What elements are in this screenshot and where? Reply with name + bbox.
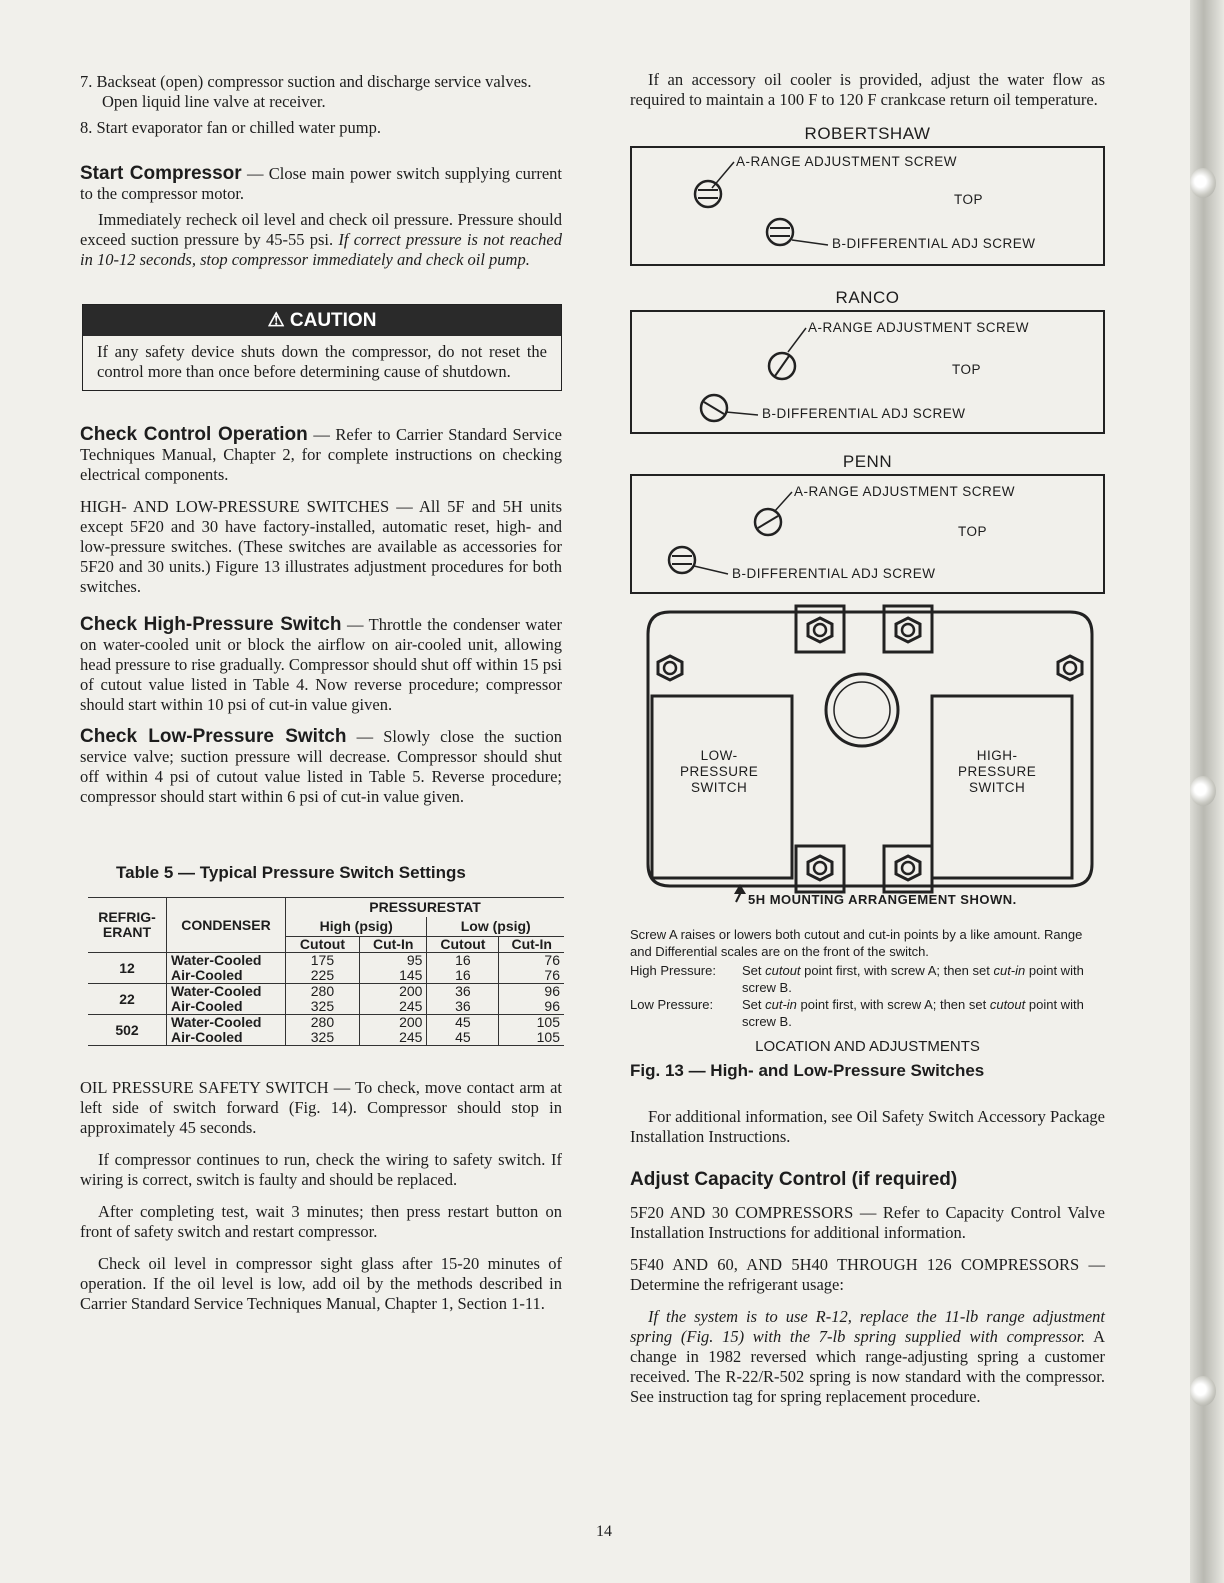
- col-pressurestat: PRESSURESTAT: [286, 898, 565, 918]
- a-screw-label: A-RANGE ADJUSTMENT SCREW: [808, 320, 1030, 335]
- mounting-arrangement: [630, 602, 1105, 912]
- low-pressure-instruction: Set cut-in point first, with screw A; then set cutout point with screw B.: [742, 997, 1084, 1029]
- start-compressor-text: — Close main power switch supplying current to the compressor motor.: [80, 164, 562, 203]
- high-pressure-label: High Pressure:: [630, 963, 716, 978]
- col-low: Low (psig): [427, 917, 564, 937]
- left-column: [80, 72, 562, 1314]
- ranco-drawing: [632, 312, 1102, 432]
- col-high-cutin: Cut-In: [359, 937, 427, 953]
- table-body: [88, 953, 564, 1046]
- table-row: [88, 953, 564, 984]
- cell-condenser: Water-Cooled Air-Cooled: [167, 984, 286, 1015]
- pressure-switch-table: [88, 897, 564, 1046]
- caution-box: [82, 304, 562, 391]
- high-pressure-switch-label: HIGH- PRESSURE SWITCH: [958, 748, 1037, 795]
- step-7: 7. Backseat (open) compressor suction and discharge service valves. Open liquid line valve at receiver.: [80, 72, 532, 111]
- b-screw-label: B-DIFFERENTIAL ADJ SCREW: [762, 406, 966, 421]
- high-pressure-instruction: Set cutout point first, with screw A; then set cut-in point with screw B.: [742, 963, 1084, 995]
- robertshaw-drawing: [632, 148, 1102, 264]
- start-compressor-heading: Start Compressor: [80, 163, 242, 184]
- cell-refrig: 12: [119, 959, 135, 976]
- cell-low-cutout: 36 36: [427, 984, 499, 1015]
- cell-condenser: Water-Cooled Air-Cooled: [167, 1015, 286, 1046]
- check-low-text: — Slowly close the suction service valve; suction pressure will decrease. Compressor should shut off within 4 psi of cutout value listed in Table 5. Reverse procedure; compressor should start within 6 psi of cut-in value given.: [80, 727, 563, 806]
- cell-high-cutout: 280 325: [286, 984, 360, 1015]
- check-high-heading: Check High-Pressure Switch: [80, 614, 342, 635]
- oil-wiring-para: If compressor continues to run, check the wiring to safety switch. If wiring is correct, switch is faulty and should be replaced.: [80, 1150, 562, 1189]
- high-pressure-note: [630, 962, 1105, 996]
- col-low-cutout: Cutout: [427, 937, 499, 953]
- check-low-heading: Check Low-Pressure Switch: [80, 726, 347, 747]
- a-screw-label: A-RANGE ADJUSTMENT SCREW: [736, 154, 958, 169]
- top-label: TOP: [958, 524, 988, 539]
- cell-high-cutin: 200 245: [359, 1015, 427, 1046]
- right-column: [630, 70, 1105, 1407]
- figure-caption: Fig. 13 — High- and Low-Pressure Switches: [630, 1061, 985, 1080]
- penn-title: PENN: [842, 452, 893, 471]
- oil-pressure-para: [80, 210, 562, 270]
- spring-italic: If the system is to use R-12, replace the 11-lb range adjustment spring (Fig. 15) with the 7-lb spring supplied with compressor.: [630, 1307, 1105, 1346]
- spring-text: A change in 1982 reversed which range-adjusting spring a customer received. The R-22/R-502 spring is now standard with the compressor. See instruction tag for spring replacement procedure.: [630, 1327, 1106, 1406]
- step-8: 8. Start evaporator fan or chilled water pump.: [80, 118, 382, 137]
- check-low-para: [80, 727, 562, 807]
- table-title: Table 5 — Typical Pressure Switch Settings: [116, 863, 466, 882]
- ranco-switch: [630, 310, 1105, 434]
- cell-high-cutout: 175 225: [286, 953, 360, 984]
- more-info-para: For additional information, see Oil Safety Switch Accessory Package Installation Instructions.: [630, 1107, 1105, 1146]
- cell-low-cutout: 45 45: [427, 1015, 499, 1046]
- cell-refrig: 502: [115, 1021, 139, 1038]
- ranco-title: RANCO: [835, 288, 900, 307]
- oil-pressure-italic: If correct pressure is not reached in 10-12 seconds, stop compressor immediately and check oil pump.: [80, 230, 563, 269]
- page-number: 14: [596, 1523, 612, 1540]
- penn-drawing: [632, 476, 1102, 592]
- figure-note: Screw A raises or lowers both cutout and cut-in points by a like amount. Range and Differential scales are on the front of the switch.: [630, 927, 1083, 959]
- b-screw-label: B-DIFFERENTIAL ADJ SCREW: [732, 566, 936, 581]
- a-screw-label: A-RANGE ADJUSTMENT SCREW: [794, 484, 1016, 499]
- oil-cooler-para: If an accessory oil cooler is provided, adjust the water flow as required to maintain a 100 F to 120 F crankcase return oil temperature.: [630, 70, 1105, 109]
- mounting-note: 5H MOUNTING ARRANGEMENT SHOWN.: [748, 892, 1017, 907]
- oil-restart-para: After completing test, wait 3 minutes; then press restart button on front of safety switch and restart compressor.: [80, 1202, 562, 1241]
- spring-para: [630, 1307, 1105, 1407]
- binder-hole-icon: [1190, 776, 1216, 806]
- check-control-text: — Refer to Carrier Standard Service Techniques Manual, Chapter 2, for complete instructions on checking electrical components.: [80, 425, 563, 484]
- top-label: TOP: [954, 192, 984, 207]
- low-pressure-label: Low Pressure:: [630, 997, 714, 1012]
- cell-high-cutin: 200 245: [359, 984, 427, 1015]
- cell-low-cutin: 96 96: [499, 984, 564, 1015]
- robertshaw-title: ROBERTSHAW: [804, 124, 931, 143]
- hi-lo-switches-para: HIGH- AND LOW-PRESSURE SWITCHES — All 5F and 5H units except 5F20 and 30 have factory-installed, automatic reset, high- and low-pressure switches. (These switches are available as accessories for 5F20 and 30 units.) Figure 13 illustrates adjustment procedures for both switches.: [80, 497, 562, 596]
- capacity-5f40-para: 5F40 AND 60, AND 5H40 THROUGH 126 COMPRESSORS — Determine the refrigerant usage:: [630, 1255, 1105, 1294]
- binder-hole-icon: [1190, 168, 1216, 198]
- binder-hole-icon: [1190, 1376, 1216, 1406]
- start-compressor-para: [80, 164, 562, 204]
- oil-pressure-text: Immediately recheck oil level and check oil pressure. Pressure should exceed suction pressure by 45-55 psi.: [80, 210, 562, 249]
- check-high-para: [80, 615, 562, 715]
- b-screw-icon: [767, 219, 793, 245]
- capacity-5f20-para: 5F20 AND 30 COMPRESSORS — Refer to Capacity Control Valve Installation Instructions for additional information.: [630, 1203, 1105, 1242]
- a-screw-icon: [695, 181, 721, 207]
- oil-safety-switch-para: OIL PRESSURE SAFETY SWITCH — To check, move contact arm at left side of switch forward (Fig. 14). Compressor should stop in approximately 45 seconds.: [80, 1078, 562, 1137]
- cell-refrig: 22: [119, 990, 135, 1007]
- b-screw-icon: [669, 547, 695, 573]
- cell-low-cutin: 76 76: [499, 953, 564, 984]
- col-high-cutout: Cutout: [286, 937, 360, 953]
- col-high: High (psig): [286, 917, 427, 937]
- caution-title: ⚠ CAUTION: [83, 305, 561, 336]
- caution-text: If any safety device shuts down the compressor, do not reset the control more than once before determining cause of shutdown.: [97, 342, 547, 381]
- oil-level-para: Check oil level in compressor sight glass after 15-20 minutes of operation. If the oil level is low, add oil by the methods described in Carrier Standard Service Techniques Manual, Chapter 1, Section 1-11.: [80, 1254, 562, 1313]
- b-screw-label: B-DIFFERENTIAL ADJ SCREW: [832, 236, 1036, 251]
- figure-subtitle: LOCATION AND ADJUSTMENTS: [755, 1038, 980, 1055]
- penn-switch: [630, 474, 1105, 594]
- check-control-para: [80, 425, 562, 485]
- top-label: TOP: [952, 362, 982, 377]
- table-row: [88, 1015, 564, 1046]
- low-pressure-switch-label: LOW- PRESSURE SWITCH: [680, 748, 759, 795]
- check-high-text: — Throttle the condenser water on water-cooled unit or block the airflow on air-cooled unit, allowing head pressure to rise gradually. Compressor should shut off within 15 psi of cutout value listed in Table 4. Now reverse procedure; compressor should start within 10 psi of cut-in value given.: [80, 615, 562, 714]
- cell-low-cutin: 105 105: [499, 1015, 564, 1046]
- cell-high-cutin: 95 145: [359, 953, 427, 984]
- robertshaw-switch: [630, 146, 1105, 266]
- check-control-heading: Check Control Operation: [80, 424, 308, 445]
- col-refrigerant: REFRIG-ERANT: [98, 909, 156, 940]
- cell-low-cutout: 16 16: [427, 953, 499, 984]
- col-low-cutin: Cut-In: [499, 937, 564, 953]
- cell-high-cutout: 280 325: [286, 1015, 360, 1046]
- cell-condenser: Water-Cooled Air-Cooled: [167, 953, 286, 984]
- capacity-heading: Adjust Capacity Control (if required): [630, 1169, 958, 1190]
- col-condenser: CONDENSER: [167, 898, 286, 953]
- table-row: [88, 984, 564, 1015]
- low-pressure-note: [630, 996, 1105, 1030]
